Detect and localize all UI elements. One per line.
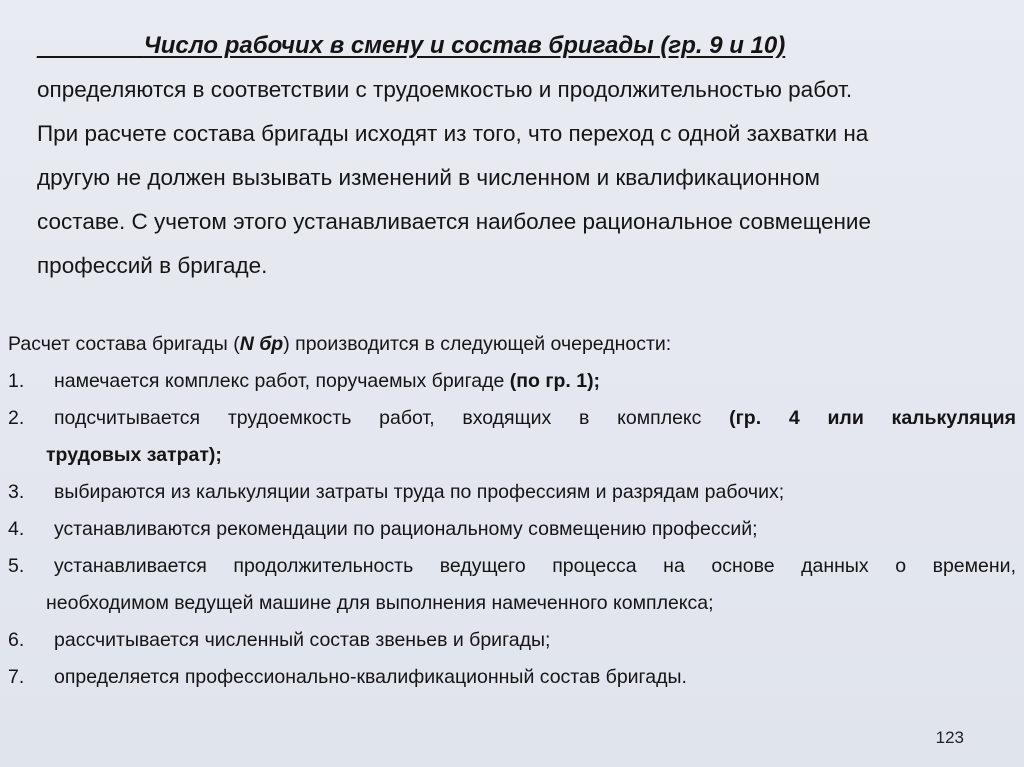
- step-number: 6.: [8, 629, 25, 651]
- slide-title: [37, 24, 997, 68]
- step-number: 3.: [8, 481, 25, 503]
- step-text: устанавливается продолжительность ведущего процесса на основе данных о времени,: [54, 555, 1016, 577]
- title-underline-lead: ________: [37, 32, 144, 59]
- step-number: 1.: [8, 370, 25, 392]
- step-bold-ref: (гр. 4 или калькуляция: [729, 407, 1017, 429]
- step-3: [8, 474, 1016, 511]
- step-number: 4.: [8, 518, 25, 540]
- step-line: [54, 363, 1016, 400]
- step-continuation: необходимом ведущей машине для выполнения намеченного комплекса;: [46, 592, 714, 614]
- intro-line-3: другую не должен вызывать изменений в численном и квалификационном: [37, 165, 820, 190]
- intro-line-2: При расчете состава бригады исходят из того, что переход с одной захватки на: [37, 121, 869, 146]
- intro-block: [37, 24, 997, 288]
- step-text: определяется профессионально-квалификационный состав бригады.: [54, 666, 687, 688]
- step-text: устанавливаются рекомендации по рациональному совмещению профессий;: [54, 518, 758, 540]
- steps-heading-after: ) производится в следующей очередности:: [283, 333, 672, 355]
- steps-heading: [8, 326, 1016, 363]
- step-7: [8, 659, 1016, 696]
- intro-line-4: составе. С учетом этого устанавливается наиболее рациональное совмещение: [37, 209, 871, 234]
- brigade-size-symbol: N бр: [239, 333, 284, 355]
- step-4: [8, 511, 1016, 548]
- intro-line-1: определяются в соответствии с трудоемкостью и продолжительностью работ.: [37, 77, 853, 102]
- step-number: 5.: [8, 555, 25, 577]
- step-line: [54, 400, 1016, 437]
- intro-line-5: профессий в бригаде.: [37, 253, 268, 278]
- step-bold-ref: (по гр. 1);: [509, 370, 601, 392]
- step-continuation: трудовых затрат);: [46, 444, 222, 466]
- step-5: [8, 548, 1016, 622]
- page-number: 123: [935, 728, 964, 747]
- step-text: подсчитывается трудоемкость работ, входящих в комплекс: [54, 407, 730, 429]
- steps-heading-before: Расчет состава бригады (: [8, 333, 240, 355]
- title-text: Число рабочих в смену и состав бригады (гр. 9 и 10): [143, 32, 786, 59]
- step-2: [8, 400, 1016, 474]
- step-number: 7.: [8, 666, 25, 688]
- step-text: выбираются из калькуляции затраты труда по профессиям и разрядам рабочих;: [54, 481, 785, 503]
- step-6: [8, 622, 1016, 659]
- step-1: [8, 363, 1016, 400]
- step-text: намечается комплекс работ, поручаемых бригаде: [54, 370, 510, 392]
- steps-block: [8, 326, 1016, 696]
- step-number: 2.: [8, 407, 25, 429]
- step-text: рассчитывается численный состав звеньев и бригады;: [54, 629, 551, 651]
